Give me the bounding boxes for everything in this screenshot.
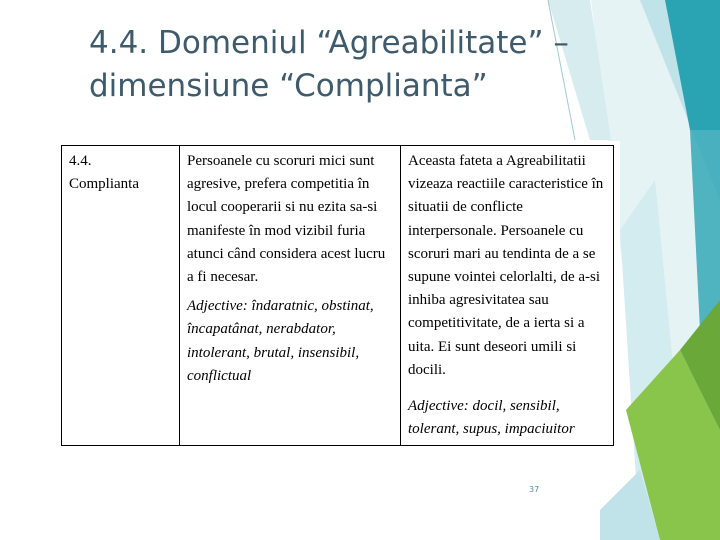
table-image	[57, 141, 620, 477]
high-score-adjectives: Adjective: docil, sensibil, tolerant, supus, impaciuitor	[408, 398, 575, 438]
high-score-cell	[401, 146, 614, 446]
facet-name: Complianta	[69, 176, 139, 193]
table-row	[62, 146, 614, 446]
title-line-1: 4.4. Domeniul “Agreabilitate” –	[89, 25, 569, 61]
high-score-description: Aceasta fateta a Agreabilitatii vizeaza reactiile caracteristice în situatii de conflicte interpersonale. Persoanele cu scoruri mari au tendinta de a se supune vointei celorlalti, de a-si inhiba agresivitatea sau competitivitate, de a ierta si a uita. Ei sunt deseori umili si docili.	[408, 153, 604, 378]
low-score-cell	[180, 146, 401, 446]
facet-name-cell	[62, 146, 180, 446]
facet-code: 4.4.	[69, 153, 92, 169]
low-score-description: Persoanele cu scoruri mici sunt agresive, prefera competitia în locul cooperarii si nu ezita sa-si manifeste în mod vizibil furia atunci când considera acest lucru a fi necesar.	[187, 153, 386, 286]
page-number: 37	[529, 485, 540, 494]
title-line-2: dimensiune “Complianta”	[89, 68, 488, 104]
slide-title	[89, 22, 629, 108]
facet-table	[61, 145, 614, 446]
low-score-adjectives: Adjective: îndaratnic, obstinat, încapatânat, nerabdator, intolerant, brutal, insensibil, conflictual	[187, 298, 374, 384]
